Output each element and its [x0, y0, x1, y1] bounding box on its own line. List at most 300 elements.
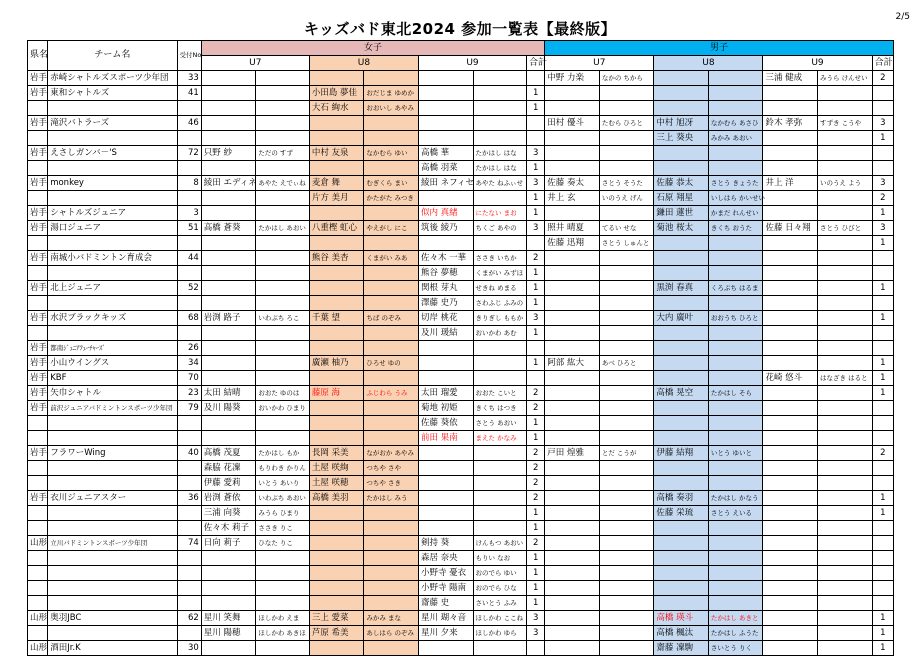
- cell-girls-u8-kana: ひろせ ゆの: [364, 356, 419, 371]
- cell-girls-u9-name: 小野寺 陽南: [418, 581, 473, 596]
- cell-boys-u9-name: [763, 326, 818, 341]
- cell-girls-u8-name: 中村 友泉: [309, 146, 364, 161]
- table-row: [28, 566, 894, 581]
- cell-boys-u7-name: [545, 536, 600, 551]
- cell-girls-u9-name: [418, 506, 473, 521]
- cell-girls-total: [527, 341, 545, 356]
- cell-boys-u8-kana: みかみ あおい: [708, 131, 763, 146]
- cell-girls-u7-name: [201, 296, 256, 311]
- cell-boys-u9-kana: [818, 491, 873, 506]
- cell-girls-u9-kana: せきね めまる: [473, 281, 527, 296]
- cell-girls-u8-kana: おだじま ゆめか: [364, 86, 419, 101]
- cell-girls-u8-name: [309, 131, 364, 146]
- cell-girls-u8-name: [309, 236, 364, 251]
- cell-girls-u7-kana: [256, 416, 310, 431]
- cell-girls-u7-name: [201, 131, 256, 146]
- cell-girls-u7-name: [201, 431, 256, 446]
- cell-boys-u8-kana: おおうち ひろと: [708, 311, 763, 326]
- cell-girls-u8-name: [309, 116, 364, 131]
- cell-girls-u8-name: 熊谷 美杏: [309, 251, 364, 266]
- cell-girls-u8-name: [309, 581, 364, 596]
- table-row: [28, 626, 894, 641]
- cell-boys-u9-kana: [818, 161, 873, 176]
- cell-pref: 岩手: [28, 401, 48, 416]
- cell-girls-u9-name: 澤藤 史乃: [418, 296, 473, 311]
- cell-boys-u9-name: [763, 146, 818, 161]
- cell-boys-u8-kana: [708, 551, 763, 566]
- cell-girls-total: 1: [527, 506, 545, 521]
- cell-boys-u7-kana: [599, 251, 654, 266]
- cell-girls-u7-name: 高橋 蒼葵: [201, 221, 256, 236]
- table-row: [28, 386, 894, 401]
- cell-girls-u7-kana: [256, 206, 310, 221]
- cell-boys-u9-kana: [818, 146, 873, 161]
- cell-boys-u8-name: 高橋 楓汰: [654, 626, 709, 641]
- cell-girls-u7-name: [201, 116, 256, 131]
- cell-pref: [28, 236, 48, 251]
- cell-girls-u9-name: 熊谷 夢穂: [418, 266, 473, 281]
- cell-boys-u9-name: [763, 566, 818, 581]
- cell-team: [48, 506, 177, 521]
- cell-girls-u9-kana: あやた ねふぃせ: [473, 176, 527, 191]
- cell-girls-u7-kana: おいかわ ひまり: [256, 401, 310, 416]
- cell-girls-u9-name: 星川 夕来: [418, 626, 473, 641]
- cell-boys-u7-kana: [599, 161, 654, 176]
- cell-no: 74: [177, 536, 201, 551]
- cell-boys-u9-kana: [818, 431, 873, 446]
- cell-boys-u8-name: 鎌田 蓮世: [654, 206, 709, 221]
- cell-girls-u7-name: [201, 326, 256, 341]
- cell-girls-u8-name: [309, 506, 364, 521]
- cell-girls-u7-kana: [256, 371, 310, 386]
- cell-boys-total: 2: [872, 191, 893, 206]
- cell-pref: 山形: [28, 611, 48, 626]
- cell-no: [177, 581, 201, 596]
- cell-girls-u9-kana: まえた かなみ: [473, 431, 527, 446]
- cell-boys-u9-kana: [818, 101, 873, 116]
- cell-girls-total: 1: [527, 596, 545, 611]
- cell-girls-u7-name: [201, 566, 256, 581]
- cell-girls-u9-kana: きくち はつき: [473, 401, 527, 416]
- cell-team: KBF: [48, 371, 177, 386]
- cell-team: [48, 326, 177, 341]
- cell-boys-u7-kana: [599, 461, 654, 476]
- cell-boys-u8-name: 高橋 奏羽: [654, 491, 709, 506]
- cell-boys-u7-kana: [599, 551, 654, 566]
- cell-girls-u7-name: [201, 266, 256, 281]
- cell-boys-u8-kana: さとう えいる: [708, 506, 763, 521]
- cell-pref: 山形: [28, 641, 48, 656]
- cell-no: [177, 101, 201, 116]
- cell-team: 東和シャトルズ: [48, 86, 177, 101]
- cell-team: えさしガンバ－'S: [48, 146, 177, 161]
- cell-team: [48, 266, 177, 281]
- cell-boys-u7-kana: [599, 476, 654, 491]
- table-row: [28, 116, 894, 131]
- cell-girls-u7-kana: [256, 341, 310, 356]
- cell-girls-u8-kana: [364, 641, 419, 656]
- cell-boys-total: 1: [872, 611, 893, 626]
- cell-girls-u7-name: 岩渕 路子: [201, 311, 256, 326]
- cell-no: 68: [177, 311, 201, 326]
- cell-boys-u9-kana: すずき こうや: [818, 116, 873, 131]
- cell-girls-total: 2: [527, 386, 545, 401]
- cell-boys-u9-name: [763, 356, 818, 371]
- cell-team: [48, 581, 177, 596]
- cell-girls-u9-kana: [473, 371, 527, 386]
- table-row: [28, 311, 894, 326]
- cell-girls-u8-kana: [364, 566, 419, 581]
- cell-girls-u9-kana: [473, 476, 527, 491]
- cell-boys-u8-name: [654, 551, 709, 566]
- cell-girls-u7-name: [201, 581, 256, 596]
- cell-no: [177, 161, 201, 176]
- cell-boys-u9-name: [763, 581, 818, 596]
- cell-pref: [28, 626, 48, 641]
- cell-boys-u7-name: [545, 371, 600, 386]
- cell-boys-u7-kana: [599, 326, 654, 341]
- cell-girls-total: 1: [527, 161, 545, 176]
- cell-boys-u9-kana: [818, 236, 873, 251]
- cell-no: 41: [177, 86, 201, 101]
- cell-boys-u8-name: 高橋 晃空: [654, 386, 709, 401]
- cell-boys-total: 3: [872, 116, 893, 131]
- cell-boys-u8-name: [654, 341, 709, 356]
- cell-boys-u7-name: [545, 386, 600, 401]
- table-row: [28, 221, 894, 236]
- cell-boys-u7-kana: [599, 491, 654, 506]
- cell-girls-u9-name: [418, 476, 473, 491]
- cell-girls-u9-kana: さわふじ ふみの: [473, 296, 527, 311]
- table-row: [28, 281, 894, 296]
- cell-girls-u8-name: [309, 326, 364, 341]
- table-row: [28, 461, 894, 476]
- cell-girls-u9-name: 高橋 羽菜: [418, 161, 473, 176]
- cell-boys-u7-kana: [599, 266, 654, 281]
- cell-girls-u9-kana: たかはし はな: [473, 146, 527, 161]
- cell-boys-u9-name: 井上 洋: [763, 176, 818, 191]
- cell-boys-u9-name: [763, 446, 818, 461]
- cell-girls-u9-name: [418, 86, 473, 101]
- cell-girls-total: 2: [527, 491, 545, 506]
- cell-girls-u9-kana: たかはし はな: [473, 161, 527, 176]
- cell-boys-u7-kana: たむら ひろと: [599, 116, 654, 131]
- cell-boys-u8-name: 高橋 瑛斗: [654, 611, 709, 626]
- cell-boys-u9-name: 花崎 悠斗: [763, 371, 818, 386]
- cell-girls-total: 2: [527, 446, 545, 461]
- table-row: [28, 581, 894, 596]
- cell-boys-total: 1: [872, 371, 893, 386]
- cell-no: [177, 521, 201, 536]
- cell-girls-u7-kana: ひなた りこ: [256, 536, 310, 551]
- cell-boys-u7-kana: なかの ちから: [599, 71, 654, 86]
- table-row: [28, 476, 894, 491]
- cell-girls-u8-name: [309, 536, 364, 551]
- cell-girls-total: 1: [527, 101, 545, 116]
- cell-boys-u8-kana: たかはし かなう: [708, 491, 763, 506]
- cell-boys-u8-kana: [708, 146, 763, 161]
- table-row: [28, 71, 894, 86]
- cell-team: monkey: [48, 176, 177, 191]
- cell-pref: 岩手: [28, 176, 48, 191]
- cell-girls-u7-name: 日向 莉子: [201, 536, 256, 551]
- cell-girls-total: 1: [527, 416, 545, 431]
- cell-pref: 岩手: [28, 221, 48, 236]
- table-row: [28, 266, 894, 281]
- cell-team: 水沢ブラックキッズ: [48, 311, 177, 326]
- cell-team: [48, 236, 177, 251]
- cell-girls-u8-name: [309, 266, 364, 281]
- cell-girls-total: 2: [527, 536, 545, 551]
- cell-boys-u7-name: [545, 521, 600, 536]
- cell-pref: [28, 416, 48, 431]
- cell-boys-u9-name: [763, 86, 818, 101]
- cell-boys-u9-kana: [818, 386, 873, 401]
- cell-girls-u8-kana: [364, 521, 419, 536]
- cell-girls-u9-kana: さいとう ふみ: [473, 596, 527, 611]
- cell-boys-u7-name: [545, 581, 600, 596]
- cell-no: [177, 296, 201, 311]
- cell-boys-u8-name: [654, 461, 709, 476]
- cell-boys-total: [872, 146, 893, 161]
- cell-boys-u8-kana: [708, 536, 763, 551]
- cell-girls-total: 1: [527, 431, 545, 446]
- cell-girls-u7-kana: [256, 356, 310, 371]
- cell-boys-total: [872, 101, 893, 116]
- cell-girls-total: [527, 116, 545, 131]
- cell-girls-u8-name: 八重樫 虹心: [309, 221, 364, 236]
- cell-boys-u8-name: [654, 536, 709, 551]
- cell-boys-u9-kana: [818, 131, 873, 146]
- cell-pref: [28, 461, 48, 476]
- cell-girls-u8-name: [309, 341, 364, 356]
- header-no: 受付No: [177, 41, 201, 71]
- cell-girls-u7-name: [201, 206, 256, 221]
- cell-boys-total: 3: [872, 221, 893, 236]
- cell-girls-u7-kana: [256, 251, 310, 266]
- cell-pref: [28, 161, 48, 176]
- cell-boys-u8-kana: [708, 521, 763, 536]
- cell-boys-u7-name: 田村 優斗: [545, 116, 600, 131]
- cell-boys-u7-name: [545, 146, 600, 161]
- cell-girls-u7-kana: [256, 191, 310, 206]
- cell-pref: [28, 266, 48, 281]
- cell-boys-u8-name: [654, 251, 709, 266]
- cell-girls-u8-kana: [364, 596, 419, 611]
- cell-team: [48, 431, 177, 446]
- cell-boys-u9-kana: [818, 536, 873, 551]
- cell-boys-u9-name: [763, 401, 818, 416]
- cell-team: [48, 626, 177, 641]
- cell-girls-u8-name: 三上 愛菜: [309, 611, 364, 626]
- cell-boys-u7-kana: [599, 296, 654, 311]
- cell-girls-u7-kana: [256, 86, 310, 101]
- cell-boys-u7-kana: [599, 581, 654, 596]
- cell-girls-u7-kana: [256, 101, 310, 116]
- cell-no: [177, 266, 201, 281]
- cell-boys-total: [872, 521, 893, 536]
- cell-pref: 岩手: [28, 356, 48, 371]
- cell-girls-u9-name: [418, 356, 473, 371]
- cell-girls-u8-kana: [364, 341, 419, 356]
- cell-girls-u8-name: 長岡 采美: [309, 446, 364, 461]
- cell-girls-u7-kana: [256, 641, 310, 656]
- cell-girls-u8-kana: みかみ まな: [364, 611, 419, 626]
- cell-girls-u8-kana: [364, 266, 419, 281]
- cell-boys-u8-name: 菊池 桜太: [654, 221, 709, 236]
- cell-girls-u7-kana: [256, 566, 310, 581]
- table-row: [28, 296, 894, 311]
- cell-boys-total: [872, 461, 893, 476]
- cell-team: [48, 566, 177, 581]
- cell-boys-u9-name: [763, 311, 818, 326]
- cell-girls-total: 1: [527, 581, 545, 596]
- cell-boys-u7-name: [545, 206, 600, 221]
- table-row: [28, 101, 894, 116]
- cell-boys-u8-name: [654, 431, 709, 446]
- cell-boys-u8-kana: [708, 326, 763, 341]
- cell-girls-u9-kana: [473, 116, 527, 131]
- cell-boys-total: 1: [872, 206, 893, 221]
- cell-boys-u7-name: [545, 416, 600, 431]
- cell-boys-u9-kana: さとう ひびと: [818, 221, 873, 236]
- header-boys-u7: U7: [545, 56, 654, 71]
- table-row: [28, 611, 894, 626]
- cell-girls-u9-name: [418, 461, 473, 476]
- cell-pref: [28, 596, 48, 611]
- cell-girls-u8-kana: [364, 581, 419, 596]
- cell-boys-u9-name: [763, 431, 818, 446]
- cell-no: 8: [177, 176, 201, 191]
- cell-team: 赤崎シャトルズスポーツ少年団: [48, 71, 177, 86]
- cell-boys-u9-name: [763, 341, 818, 356]
- cell-girls-u7-name: [201, 86, 256, 101]
- cell-boys-u9-name: 佐藤 日々翔: [763, 221, 818, 236]
- cell-girls-u7-kana: [256, 581, 310, 596]
- cell-girls-u7-kana: [256, 281, 310, 296]
- cell-boys-u7-name: [545, 86, 600, 101]
- table-row: [28, 251, 894, 266]
- cell-team: [48, 416, 177, 431]
- cell-boys-u9-kana: [818, 356, 873, 371]
- cell-girls-u7-name: [201, 236, 256, 251]
- cell-girls-u9-kana: ちくご あやの: [473, 221, 527, 236]
- cell-boys-u9-kana: いのうえ よう: [818, 176, 873, 191]
- cell-girls-u8-kana: ふじわら うみ: [364, 386, 419, 401]
- cell-boys-total: [872, 401, 893, 416]
- cell-team: [48, 596, 177, 611]
- cell-girls-u9-name: [418, 131, 473, 146]
- cell-boys-u9-kana: [818, 476, 873, 491]
- cell-boys-u8-kana: さいとう りく: [708, 641, 763, 656]
- cell-girls-u8-name: [309, 401, 364, 416]
- cell-boys-u8-name: [654, 146, 709, 161]
- cell-boys-u8-kana: [708, 161, 763, 176]
- cell-boys-u8-kana: [708, 356, 763, 371]
- cell-girls-u8-kana: [364, 236, 419, 251]
- cell-girls-u9-kana: にたない まお: [473, 206, 527, 221]
- cell-girls-u9-name: [418, 641, 473, 656]
- cell-boys-total: [872, 251, 893, 266]
- cell-girls-u9-name: [418, 491, 473, 506]
- header-boys: 男子: [545, 41, 894, 56]
- cell-boys-u9-kana: はなざき はると: [818, 371, 873, 386]
- table-row: [28, 236, 894, 251]
- cell-girls-u7-kana: いわぶち ろこ: [256, 311, 310, 326]
- cell-girls-u9-kana: [473, 446, 527, 461]
- cell-pref: [28, 326, 48, 341]
- cell-boys-u8-name: [654, 416, 709, 431]
- cell-boys-u9-name: [763, 626, 818, 641]
- cell-girls-total: 1: [527, 281, 545, 296]
- cell-boys-u7-name: 阿部 紘大: [545, 356, 600, 371]
- page-title: キッズバド東北2024 参加一覧表【最終版】: [303, 20, 617, 38]
- cell-girls-u7-kana: [256, 71, 310, 86]
- participant-table: [27, 40, 894, 656]
- cell-boys-total: 3: [872, 176, 893, 191]
- cell-girls-u9-name: [418, 236, 473, 251]
- cell-boys-u7-kana: とだ こうが: [599, 446, 654, 461]
- cell-girls-u8-kana: [364, 401, 419, 416]
- cell-boys-u7-kana: [599, 371, 654, 386]
- page-number: 2/5: [895, 12, 910, 22]
- cell-boys-u7-name: [545, 341, 600, 356]
- cell-girls-u8-name: [309, 521, 364, 536]
- cell-girls-u9-kana: おいかわ あむ: [473, 326, 527, 341]
- cell-boys-u7-name: [545, 641, 600, 656]
- header-girls-u7: U7: [201, 56, 309, 71]
- cell-boys-u9-name: [763, 386, 818, 401]
- cell-boys-u7-kana: [599, 521, 654, 536]
- cell-girls-u7-kana: [256, 161, 310, 176]
- cell-team: 酒田Jr.K: [48, 641, 177, 656]
- cell-girls-total: 3: [527, 611, 545, 626]
- cell-girls-total: 2: [527, 251, 545, 266]
- table-row: [28, 161, 894, 176]
- cell-girls-u8-name: [309, 296, 364, 311]
- cell-boys-u8-kana: [708, 341, 763, 356]
- cell-boys-u7-name: [545, 611, 600, 626]
- cell-girls-u9-kana: [473, 131, 527, 146]
- cell-girls-u7-name: [201, 341, 256, 356]
- cell-boys-u7-kana: [599, 146, 654, 161]
- cell-team: 矢巾シャトル: [48, 386, 177, 401]
- cell-boys-total: [872, 296, 893, 311]
- cell-boys-u7-name: [545, 506, 600, 521]
- cell-girls-u9-kana: ほしかわ ここね: [473, 611, 527, 626]
- header-row-groups: [28, 41, 894, 56]
- cell-boys-u8-name: [654, 71, 709, 86]
- cell-girls-total: 1: [527, 86, 545, 101]
- cell-boys-u7-kana: [599, 626, 654, 641]
- cell-boys-u8-kana: [708, 401, 763, 416]
- cell-girls-u7-name: 星川 陽穂: [201, 626, 256, 641]
- cell-boys-u9-kana: [818, 566, 873, 581]
- cell-girls-total: 3: [527, 221, 545, 236]
- header-girls-u9: U9: [418, 56, 526, 71]
- cell-boys-u8-kana: たかはし そら: [708, 386, 763, 401]
- cell-boys-u7-name: [545, 161, 600, 176]
- cell-boys-u7-kana: [599, 401, 654, 416]
- cell-no: 72: [177, 146, 201, 161]
- cell-girls-u7-name: [201, 551, 256, 566]
- cell-girls-u7-kana: たかはし あおい: [256, 221, 310, 236]
- cell-team: [48, 191, 177, 206]
- cell-girls-u9-name: 似内 真緒: [418, 206, 473, 221]
- cell-boys-u8-name: [654, 521, 709, 536]
- cell-girls-u9-kana: ほしかわ ゆら: [473, 626, 527, 641]
- cell-boys-u8-name: [654, 596, 709, 611]
